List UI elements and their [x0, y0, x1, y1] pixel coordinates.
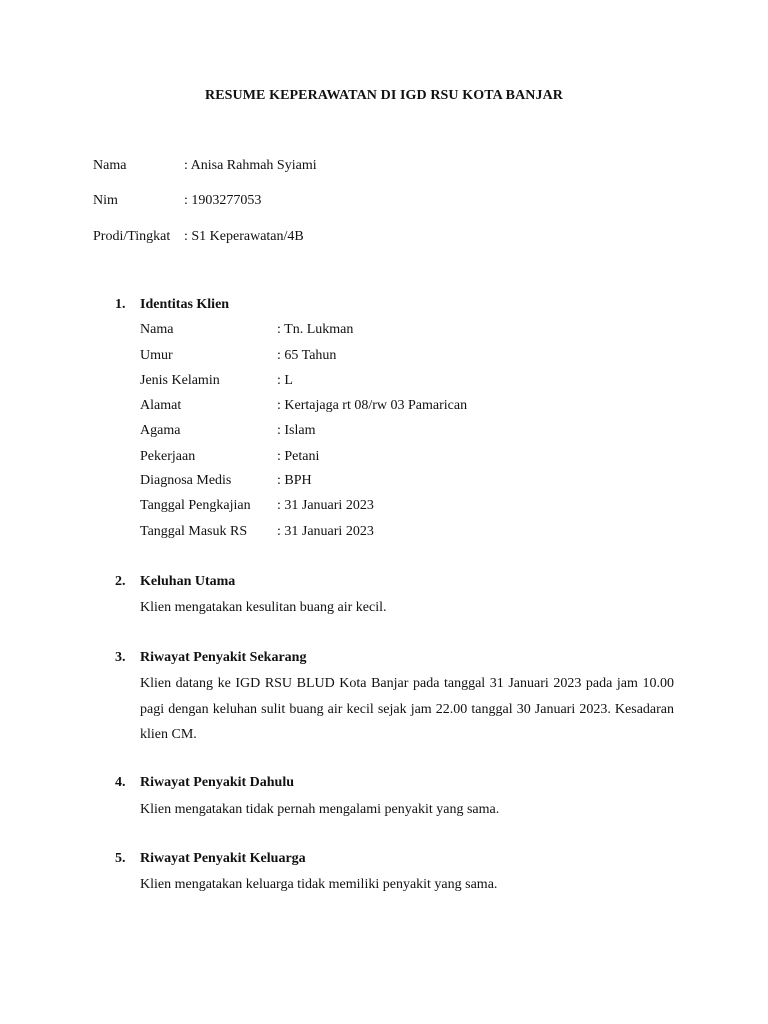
- field-value: : 31 Januari 2023: [277, 498, 374, 513]
- section-text-sekarang: Klien datang ke IGD RSU BLUD Kota Banjar pada tanggal 31 Januari 2023 pada jam 10.00 pagi dengan keluhan sulit buang air kecil sejak jam 22.00 tanggal 30 Januari 2023. Kesadaran klien CM.: [140, 676, 674, 742]
- field-label: Jenis Kelamin: [140, 373, 220, 388]
- section-text-keluhan: Klien mengatakan kesulitan buang air kecil.: [140, 600, 387, 615]
- header-label-prodi: Prodi/Tingkat: [93, 229, 171, 244]
- field-value: : BPH: [277, 473, 312, 488]
- field-label: Nama: [140, 322, 174, 337]
- section-title: Riwayat Penyakit Keluarga: [140, 851, 306, 866]
- section-title: Riwayat Penyakit Sekarang: [140, 650, 307, 665]
- field-label: Alamat: [140, 398, 182, 413]
- field-label: Pekerjaan: [140, 449, 196, 464]
- field-label: Umur: [140, 348, 173, 363]
- field-value: : Kertajaga rt 08/rw 03 Pamarican: [277, 398, 468, 413]
- section-title: Keluhan Utama: [140, 574, 236, 589]
- section-number: 5.: [115, 851, 126, 866]
- field-label: Tanggal Masuk RS: [140, 524, 248, 539]
- header-value-prodi: : S1 Keperawatan/4B: [184, 229, 304, 244]
- field-value: : Tn. Lukman: [277, 322, 354, 337]
- section-number: 2.: [115, 574, 126, 589]
- section-text-dahulu: Klien mengatakan tidak pernah mengalami penyakit yang sama.: [140, 802, 500, 817]
- section-text-keluarga: Klien mengatakan keluarga tidak memiliki penyakit yang sama.: [140, 877, 498, 892]
- header-label-nim: Nim: [93, 193, 118, 208]
- document-title: RESUME KEPERAWATAN DI IGD RSU KOTA BANJAR: [204, 88, 564, 103]
- section-title: Identitas Klien: [140, 297, 230, 312]
- field-label: Agama: [140, 423, 181, 438]
- section-title: Riwayat Penyakit Dahulu: [140, 775, 295, 790]
- header-value-nim: : 1903277053: [184, 193, 262, 208]
- field-value: : L: [277, 373, 293, 388]
- field-value: : Petani: [277, 449, 320, 464]
- section-number: 3.: [115, 650, 126, 665]
- field-label: Diagnosa Medis: [140, 473, 232, 488]
- field-label: Tanggal Pengkajian: [140, 498, 251, 513]
- section-number: 1.: [115, 297, 126, 312]
- header-label-nama: Nama: [93, 158, 127, 173]
- field-value: : 65 Tahun: [277, 348, 337, 363]
- field-value: : 31 Januari 2023: [277, 524, 374, 539]
- header-value-nama: : Anisa Rahmah Syiami: [184, 158, 317, 173]
- field-value: : Islam: [277, 423, 316, 438]
- section-number: 4.: [115, 775, 126, 790]
